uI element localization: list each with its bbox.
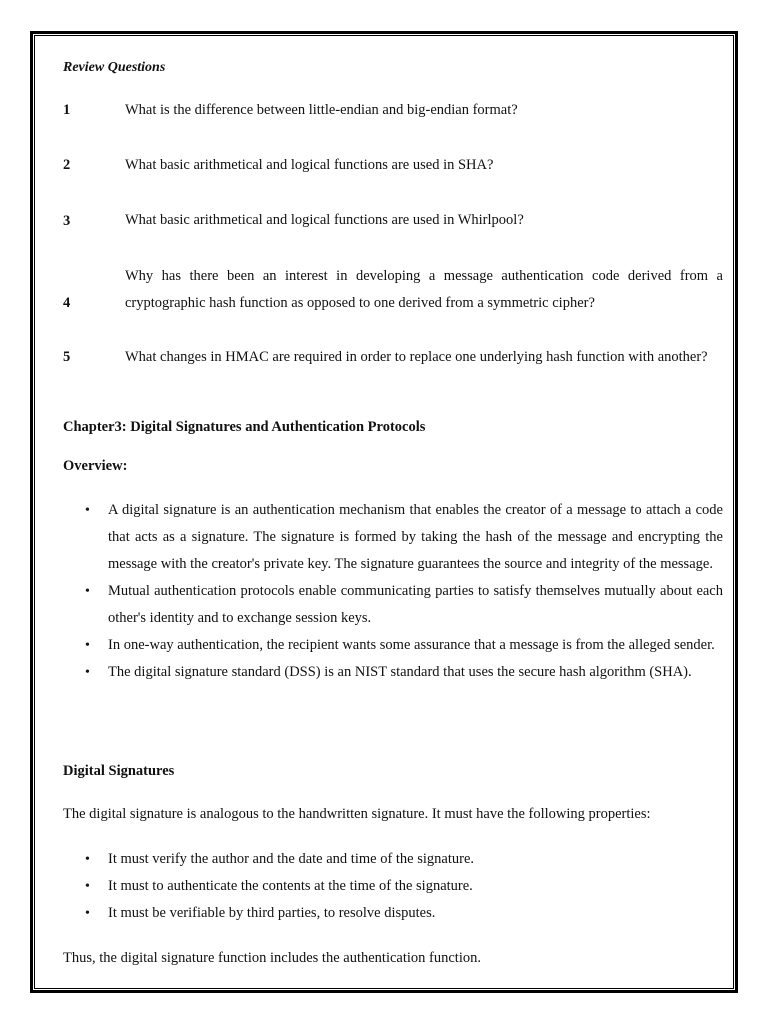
review-questions-title: Review Questions — [63, 60, 166, 75]
question-number: 1 — [63, 102, 71, 118]
question-text: What basic arithmetical and logical functions are used in Whirlpool? — [125, 212, 524, 228]
overview-heading: Overview: — [63, 458, 128, 474]
question-text: Why has there been an interest in developing a message authentication code derived from a cryptographic hash function as opposed to one derived from a symmetric cipher? — [125, 268, 723, 311]
digital-signatures-heading: Digital Signatures — [63, 763, 175, 779]
chapter-title: Chapter3: Digital Signatures and Authentication Protocols — [63, 419, 426, 435]
list-item: • It must to authenticate the contents at the time of the signature. — [85, 878, 473, 894]
closing-paragraph: Thus, the digital signature function includes the authentication function. — [63, 950, 481, 966]
question-number: 2 — [63, 157, 71, 173]
list-item: • Mutual authentication protocols enable communicating parties to satisfy themselves mutually about each other's identity and to exchange session keys. — [85, 583, 723, 626]
question-text: What is the difference between little-endian and big-endian format? — [125, 102, 518, 118]
question-text: What basic arithmetical and logical functions are used in SHA? — [125, 157, 494, 173]
question-text: What changes in HMAC are required in order to replace one underlying hash function with another? — [125, 349, 708, 365]
properties-list — [63, 846, 723, 927]
list-item: • In one-way authentication, the recipient wants some assurance that a message is from the alleged sender. — [85, 637, 715, 653]
question-number: 3 — [63, 213, 71, 229]
overview-list — [63, 497, 723, 686]
question-number: 4 — [63, 295, 71, 311]
list-item: • It must verify the author and the date and time of the signature. — [85, 851, 475, 867]
digital-signatures-intro: The digital signature is analogous to the handwritten signature. It must have the following properties: — [63, 806, 651, 822]
list-item: • It must be verifiable by third parties, to resolve disputes. — [85, 905, 436, 921]
list-item: • The digital signature standard (DSS) is an NIST standard that uses the secure hash algorithm (SHA). — [85, 664, 692, 680]
question-number: 5 — [63, 349, 71, 365]
list-item: • A digital signature is an authentication mechanism that enables the creator of a message to attach a code that acts as a signature. The signature is formed by taking the hash of the message and encrypting the message with the creator's private key. The signature guarantees the source and integrity of the message. — [85, 502, 723, 572]
